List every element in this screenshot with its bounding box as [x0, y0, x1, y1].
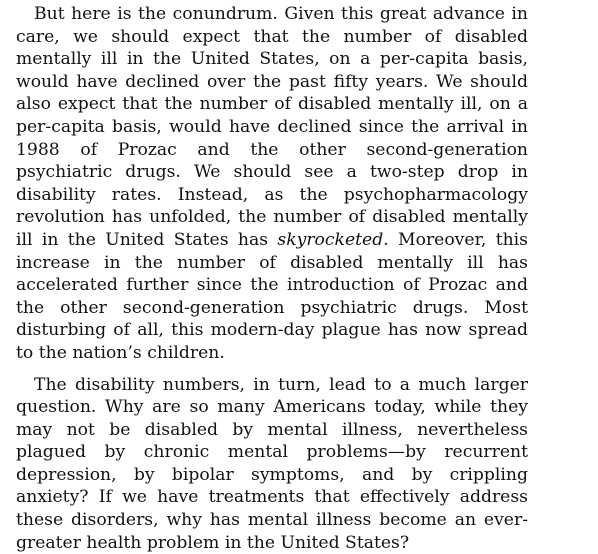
paragraph-conundrum-text-end: Moreover, this increase in the number of disabled mentally ill has accelerated further since the introduction of Prozac and the other second-generation psychiatric drugs. Most disturbing of all, this modern-day plague has now spread to the nation’s children.	[16, 230, 528, 363]
emphasized-word: skyrocketed.	[277, 230, 388, 250]
paragraph-conundrum	[16, 3, 528, 365]
paragraph-conundrum-text-start: But here is the conundrum. Given this great advance in care, we should expect that the number of disabled mentally ill in the United States, on a per-capita basis, would have declined over the past fifty years. We should also expect that the number of disabled mentally ill, on a per-capita basis, would have declined since the arrival in 1988 of Prozac and the other second-generation psychiatric drugs. We should see a two-step drop in disability rates. Instead, as the psychopharmacology revolution has unfolded, the number of disabled mentally ill in the United States has	[16, 4, 528, 250]
paragraph-disability-numbers: The disability numbers, in turn, lead to a much larger question. Why are so many Americans today, while they may not be disabled by mental illness, nevertheless plagued by chronic mental problems—by recurrent depression, by bipolar symptoms, and by crippling anxiety? If we have treatments that effectively address these disorders, why has mental illness become an ever-greater health problem in the United States?	[16, 374, 528, 554]
